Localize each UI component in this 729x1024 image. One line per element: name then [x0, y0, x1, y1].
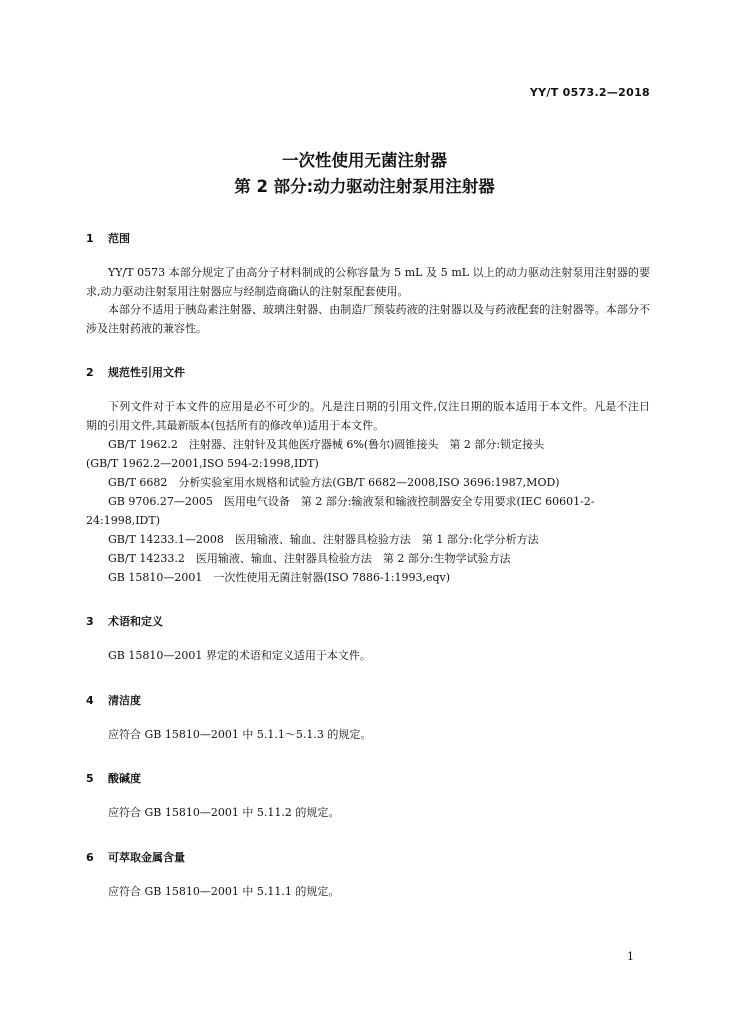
section-number: 1 — [86, 232, 94, 245]
reference-item: GB/T 6682 分析实验室用水规格和试验方法(GB/T 6682—2008,ISO 3696:1987,MOD) — [108, 476, 560, 489]
document-body — [86, 228, 650, 901]
section-4-text: 应符合 GB 15810—2001 中 5.1.1～5.1.3 的规定。 — [108, 727, 372, 741]
section-3-text: GB 15810—2001 界定的术语和定义适用于本文件。 — [108, 649, 371, 662]
scope-paragraph-2: 本部分不适用于胰岛素注射器、玻璃注射器、由制造厂预装药液的注射器以及与药液配套的注射器等。本部分不涉及注射药液的兼容性。 — [86, 303, 650, 335]
section-title: 范围 — [108, 232, 130, 245]
section-title: 规范性引用文件 — [108, 366, 185, 379]
section-2-heading — [86, 362, 650, 384]
scope-paragraph-1: YY/T 0573 本部分规定了由高分子材料制成的公称容量为 5 mL 及 5 mL 以上的动力驱动注射泵用注射器的要求,动力驱动注射泵用注射器应与经制造商确认的注射泵配套使用。 — [86, 266, 650, 298]
section-title: 术语和定义 — [108, 615, 163, 628]
section-1-heading — [86, 228, 650, 250]
reference-list — [86, 435, 650, 587]
section-6-text: 应符合 GB 15810—2001 中 5.11.1 的规定。 — [108, 884, 340, 898]
section-title: 酸碱度 — [108, 772, 141, 785]
section-title: 清洁度 — [108, 693, 141, 707]
section-title: 可萃取金属含量 — [108, 850, 185, 864]
references-intro: 下列文件对于本文件的应用是必不可少的。凡是注日期的引用文件,仅注日期的版本适用于本文件。凡是不注日期的引用文件,其最新版本(包括所有的修改单)适用于本文件。 — [86, 400, 650, 432]
section-number: 2 — [86, 366, 94, 379]
reference-item: GB/T 14233.1—2008 医用输液、输血、注射器具检验方法 第 1 部分:化学分析方法 — [108, 533, 539, 546]
reference-item-continuation: 24:1998,IDT) — [86, 514, 160, 527]
reference-item-continuation: (GB/T 1962.2—2001,ISO 594-2:1998,IDT) — [86, 457, 319, 470]
title-line-2: 第 2 部分:动力驱动注射泵用注射器 — [234, 177, 495, 196]
reference-item: GB 9706.27—2005 医用电气设备 第 2 部分:输液泵和输液控制器安全专用要求(IEC 60601-2- — [108, 495, 595, 508]
section-3-heading — [86, 611, 650, 633]
reference-item: GB 15810—2001 一次性使用无菌注射器(ISO 7886-1:1993,eqv) — [108, 571, 451, 584]
section-5-heading — [86, 768, 650, 790]
reference-item: GB/T 1962.2 注射器、注射针及其他医疗器械 6%(鲁尔)圆锥接头 第 2 部分:锁定接头 — [108, 438, 545, 451]
title-line-1: 一次性使用无菌注射器 — [282, 151, 447, 170]
section-5-text: 应符合 GB 15810—2001 中 5.11.2 的规定。 — [108, 806, 340, 819]
section-number: 6 — [86, 850, 94, 864]
document-title — [0, 148, 729, 200]
section-number: 4 — [86, 693, 94, 707]
section-4-heading — [86, 690, 650, 712]
section-number: 5 — [86, 772, 94, 785]
section-6-heading — [86, 847, 650, 869]
standard-code: YY/T 0573.2—2018 — [529, 86, 650, 99]
reference-item: GB/T 14233.2 医用输液、输血、注射器具检验方法 第 2 部分:生物学试验方法 — [108, 552, 511, 565]
page-number: 1 — [627, 950, 634, 963]
section-number: 3 — [86, 615, 94, 628]
